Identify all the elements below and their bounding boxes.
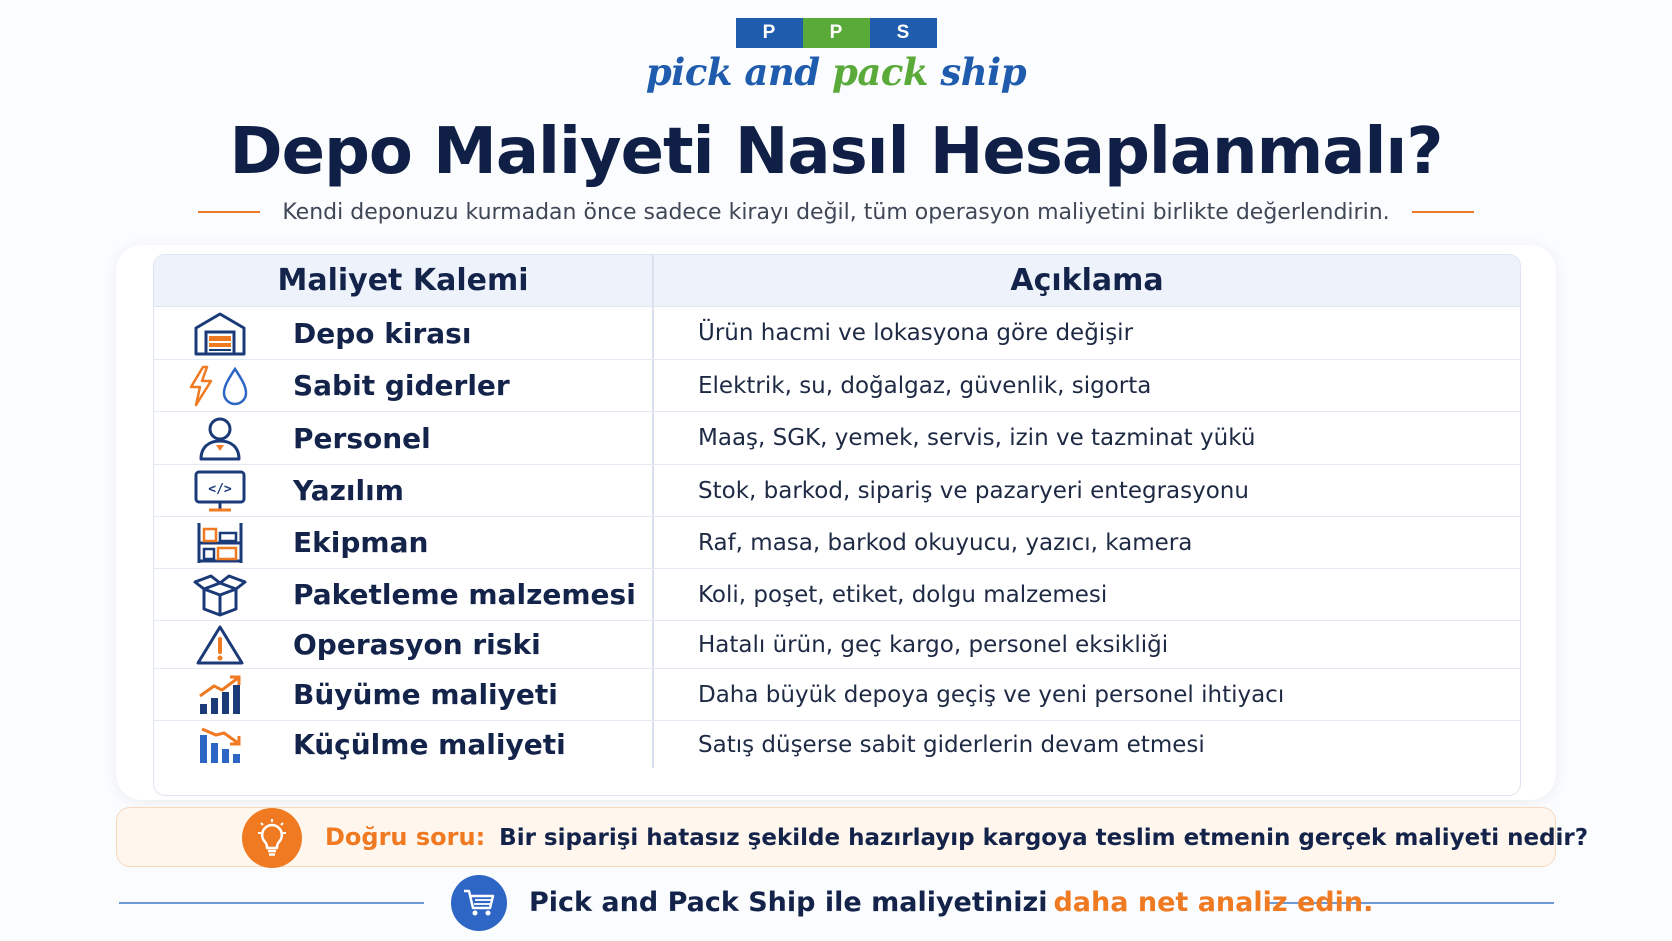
svg-text:</>: </>: [208, 481, 232, 497]
item-description: Elektrik, su, doğalgaz, güvenlik, sigorta: [698, 372, 1152, 399]
logo: [0, 18, 1672, 94]
item-label: Ekipman: [293, 526, 429, 559]
subtitle-divider-left: [198, 211, 260, 213]
logo-word-ship: ship: [940, 50, 1027, 94]
page-subtitle: Kendi deponuzu kurmadan önce sadece kirayı değil, tüm operasyon maliyetini birlikte değerlendirin.: [282, 199, 1390, 225]
callout-label: Doğru soru:: [325, 823, 486, 851]
table-header: [154, 255, 1520, 307]
shopping-cart-icon: [451, 875, 507, 931]
logo-badge: [736, 18, 937, 48]
page-title: Depo Maliyeti Nasıl Hesaplanmalı?: [229, 115, 1443, 189]
callout-text: [325, 820, 1588, 854]
table-row: [154, 465, 1520, 517]
item-label: Depo kirası: [293, 316, 472, 350]
item-label: Büyüme maliyeti: [293, 678, 558, 711]
item-description: Satış düşerse sabit giderlerin devam etmesi: [698, 731, 1205, 758]
column-header-description: Açıklama: [1010, 263, 1164, 298]
column-header-item: Maliyet Kalemi: [154, 255, 654, 306]
footer-divider-left: [119, 902, 424, 904]
item-label: Küçülme maliyeti: [293, 728, 566, 761]
item-label: Paketleme malzemesi: [293, 578, 636, 611]
item-label: Yazılım: [293, 474, 404, 507]
item-description: Stok, barkod, sipariş ve pazaryeri entegrasyonu: [698, 477, 1249, 504]
lightbulb-icon: [242, 808, 302, 868]
logo-word-pick: pick and: [645, 50, 820, 94]
shelf-icon: [184, 517, 256, 569]
footer-main: Pick and Pack Ship ile maliyetinizi: [529, 887, 1048, 918]
item-description: Daha büyük depoya geçiş ve yeni personel ihtiyacı: [698, 681, 1285, 708]
subtitle-row: [0, 196, 1672, 228]
subtitle-divider-right: [1412, 211, 1474, 213]
footer-accent: daha net analiz edin.: [1053, 887, 1374, 918]
box-icon: [184, 569, 256, 621]
table-row: [154, 412, 1520, 465]
warehouse-icon: [184, 307, 256, 359]
footer-tagline: [529, 884, 1373, 922]
item-description: Raf, masa, barkod okuyucu, yazıcı, kamera: [698, 529, 1193, 556]
logo-letter-s: S: [870, 18, 937, 48]
table-row: [154, 360, 1520, 412]
item-label: Personel: [293, 421, 431, 455]
logo-letter-p2: P: [803, 18, 870, 48]
logo-letter-p1: P: [736, 18, 803, 48]
cost-table: [153, 254, 1521, 796]
table-row: [154, 721, 1520, 768]
item-description: Ürün hacmi ve lokasyona göre değişir: [698, 320, 1134, 346]
callout-body: Bir siparişi hatasız şekilde hazırlayıp kargoya teslim etmenin gerçek maliyeti nedir?: [499, 825, 1589, 851]
logo-word-pack: pack: [832, 50, 929, 94]
code-monitor-icon: [184, 465, 256, 517]
table-row: [154, 621, 1520, 669]
item-description: Maaş, SGK, yemek, servis, izin ve tazminat yükü: [698, 425, 1256, 451]
item-description: Koli, poşet, etiket, dolgu malzemesi: [698, 581, 1108, 608]
warning-icon: [184, 619, 256, 671]
table-row: [154, 669, 1520, 721]
item-label: Operasyon riski: [293, 628, 541, 661]
growth-chart-icon: [184, 669, 256, 721]
item-description: Hatalı ürün, geç kargo, personel eksikliği: [698, 631, 1169, 658]
person-icon: [184, 412, 256, 464]
item-label: Sabit giderler: [293, 369, 510, 402]
table-row: [154, 569, 1520, 621]
table-row: [154, 307, 1520, 360]
logo-wordmark: [646, 50, 1026, 94]
lightning-water-icon: [184, 360, 256, 412]
decline-chart-icon: [184, 719, 256, 771]
table-row: [154, 517, 1520, 569]
